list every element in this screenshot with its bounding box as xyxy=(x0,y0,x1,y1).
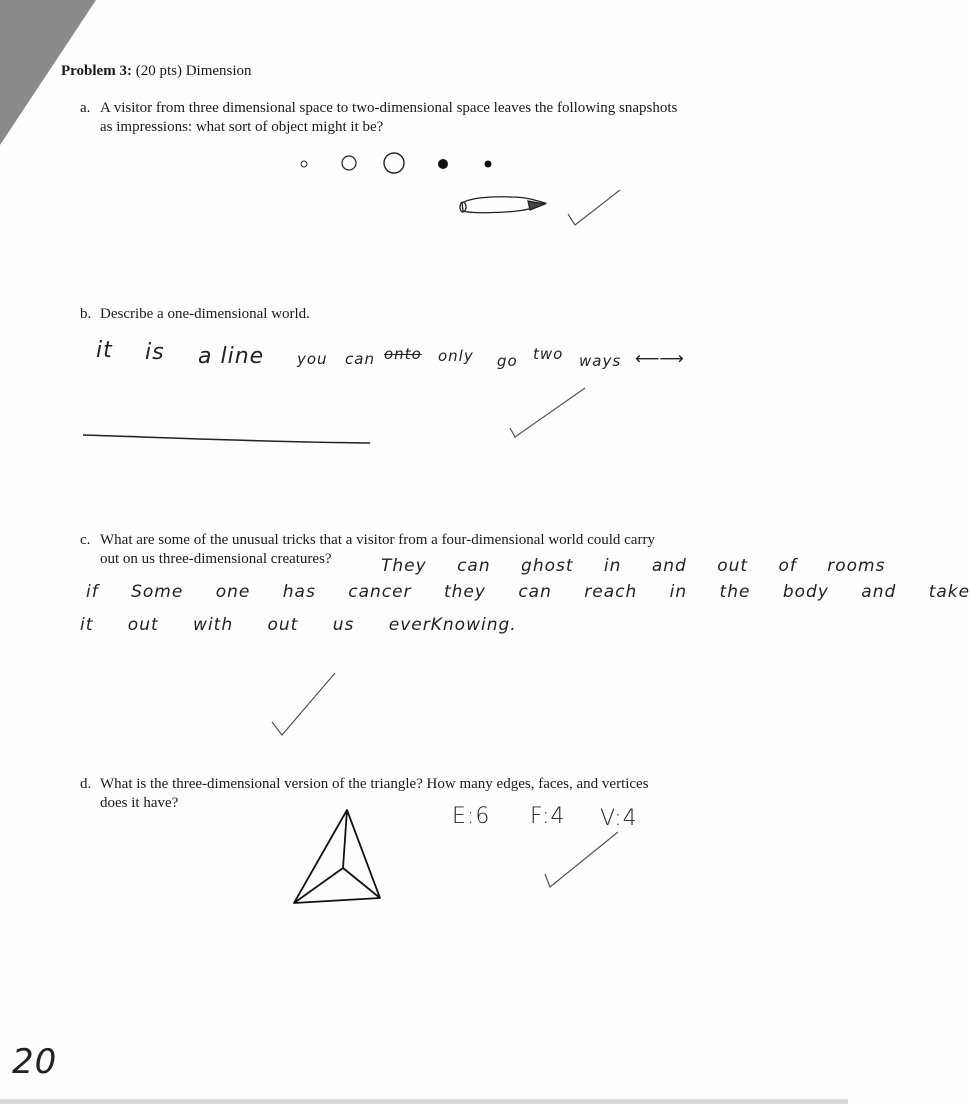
answer-b-word-2: is xyxy=(145,340,165,365)
page-bottom-edge xyxy=(0,1099,848,1104)
problem-header xyxy=(61,62,252,81)
part-d-question-line1: What is the three-dimensional version of the triangle? How many edges, faces, and vertices xyxy=(100,776,649,792)
check-mark-d xyxy=(545,832,618,887)
answer-b-word-crossed: onto xyxy=(384,345,422,363)
answer-b-word-1: it xyxy=(96,338,113,363)
part-d-question-line2: does it have? xyxy=(100,795,179,811)
answer-b-arrows: ⟵⟶ xyxy=(635,349,684,369)
part-c-question-line2: out on us three-dimensional creatures? xyxy=(100,551,332,567)
answer-d-vertices: V:4 xyxy=(600,806,638,831)
snapshot-circle-1 xyxy=(301,161,307,167)
answer-b-word-4: you xyxy=(297,350,328,368)
score-mark: 20 xyxy=(12,1042,58,1082)
check-mark-c xyxy=(272,673,335,735)
part-a-question-line2: as impressions: what sort of object might it be? xyxy=(100,119,384,135)
part-c-marker: c. xyxy=(80,532,91,548)
snapshot-circle-3 xyxy=(384,153,404,173)
answer-d-faces: F:4 xyxy=(530,804,566,829)
part-c-question-line1: What are some of the unusual tricks that a visitor from a four-dimensional world could carry xyxy=(100,532,655,548)
answer-b-word-3: a line xyxy=(198,344,265,369)
answer-b-word-8: two xyxy=(533,345,564,363)
answer-b-word-5: can xyxy=(345,350,375,368)
part-d-marker: d. xyxy=(80,776,92,792)
answer-d-edges: E:6 xyxy=(452,804,491,829)
answer-b-word-7: go xyxy=(497,352,518,370)
hand-sketch-object xyxy=(460,197,545,213)
problem-points: (20 pts) Dimension xyxy=(135,63,252,79)
snapshot-circle-2 xyxy=(342,156,356,170)
answer-c-line2: if Some one has cancer they can reach in the body and take xyxy=(86,582,970,602)
hand-drawn-line xyxy=(83,435,370,443)
answer-b-word-9: ways xyxy=(579,352,622,370)
tetrahedron-sketch xyxy=(294,810,380,903)
snapshot-dot-1 xyxy=(438,159,448,169)
problem-label: Problem 3: xyxy=(61,63,132,79)
part-a-marker: a. xyxy=(80,100,91,116)
part-b-marker: b. xyxy=(80,306,92,322)
snapshot-dot-2 xyxy=(485,161,492,168)
part-a-question-line1: A visitor from three dimensional space to two-dimensional space leaves the following snapshots xyxy=(100,100,678,116)
answer-c-line3: it out with out us everKnowing. xyxy=(80,615,517,635)
check-mark-b xyxy=(510,388,585,437)
answer-c-line1: They can ghost in and out of rooms xyxy=(381,556,886,576)
check-mark-a xyxy=(568,190,620,225)
answer-b-word-6: only xyxy=(438,347,474,365)
part-b-question: Describe a one-dimensional world. xyxy=(100,306,310,322)
